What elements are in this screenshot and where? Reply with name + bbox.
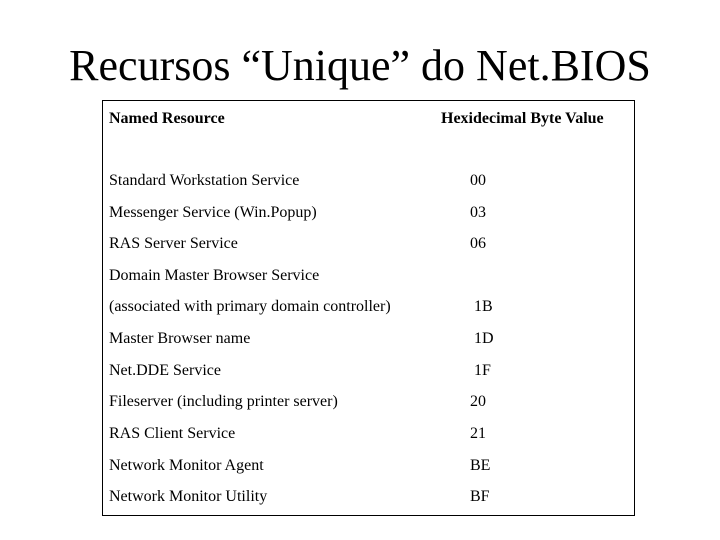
table-row bbox=[103, 265, 634, 287]
resource-name: Network Monitor Utility bbox=[109, 488, 268, 505]
table-row bbox=[103, 202, 634, 224]
table-row bbox=[103, 486, 634, 508]
hex-value: 03 bbox=[470, 204, 486, 221]
hex-value: BF bbox=[470, 488, 490, 505]
table-row bbox=[103, 455, 634, 477]
resource-name: RAS Client Service bbox=[109, 425, 236, 442]
table-row bbox=[103, 233, 634, 255]
slide-title: Recursos “Unique” do Net.BIOS bbox=[69, 41, 651, 90]
resource-name: Standard Workstation Service bbox=[109, 172, 300, 189]
table-row bbox=[103, 423, 634, 445]
resource-name: RAS Server Service bbox=[109, 235, 238, 252]
hex-value: 1D bbox=[474, 330, 494, 347]
header-named-resource: Named Resource bbox=[109, 110, 225, 127]
table-row bbox=[103, 328, 634, 350]
hex-value: 06 bbox=[470, 235, 486, 252]
table-row bbox=[103, 360, 634, 382]
table-row bbox=[103, 391, 634, 413]
hex-value: 20 bbox=[470, 393, 486, 410]
resource-table bbox=[102, 100, 635, 516]
resource-name: (associated with primary domain controller) bbox=[109, 298, 391, 315]
resource-name: Domain Master Browser Service bbox=[109, 267, 320, 284]
hex-value: 21 bbox=[470, 425, 486, 442]
table-row bbox=[103, 170, 634, 192]
header-hex-byte-value: Hexidecimal Byte Value bbox=[441, 110, 604, 127]
hex-value: BE bbox=[470, 457, 491, 474]
resource-name: Network Monitor Agent bbox=[109, 457, 264, 474]
hex-value: 1B bbox=[474, 298, 493, 315]
hex-value: 1F bbox=[474, 362, 491, 379]
resource-name: Net.DDE Service bbox=[109, 362, 221, 379]
hex-value: 00 bbox=[470, 172, 486, 189]
resource-name: Fileserver (including printer server) bbox=[109, 393, 338, 410]
resource-name: Master Browser name bbox=[109, 330, 251, 347]
resource-name: Messenger Service (Win.Popup) bbox=[109, 204, 317, 221]
table-row bbox=[103, 296, 634, 318]
